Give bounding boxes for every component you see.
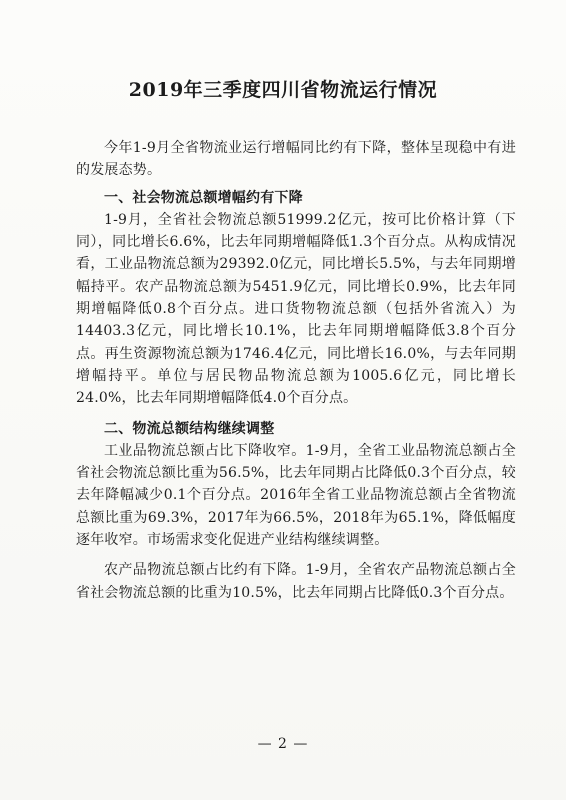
section-2-paragraph-2: 农产品物流总额占比约有下降。1-9月，全省农产品物流总额占全省社会物流总额的比重为10.5%，比去年同期占比降低0.3个百分点。	[76, 562, 516, 601]
intro-paragraph: 今年1-9月全省物流业运行增幅同比约有下降，整体呈现稳中有进的发展态势。	[76, 140, 516, 179]
page-number: — 2 —	[257, 736, 309, 752]
section-1-paragraph: 1-9月，全省社会物流总额51999.2亿元，按可比价格计算（下同），同比增长6.6%，比去年同期增幅降低1.3个百分点。从构成情况看，工业品物流总额为29392.0亿元，同比增长5.5%，与去年同期增幅持平。农产品物流总额为5451.9亿元，同比增长0.9%，比去年同期增幅降低0.8个百分点。进口货物物流总额（包括外省流入）为14403.3亿元，同比增长10.1%，比去年同期增幅降低3.8个百分点。再生资源物流总额为1746.4亿元，同比增长16.0%，与去年同期增幅持平。单位与居民物品物流总额为1005.6亿元，同比增长24.0%，比去年同期增幅降低4.0个百分点。	[76, 211, 516, 407]
section-1-heading: 一、社会物流总额增幅约有下降	[104, 189, 303, 206]
section-2-paragraph-1: 工业品物流总额占比下降收窄。1-9月，全省工业品物流总额占全省社会物流总额比重为56.5%，比去年同期占比降低0.3个百分点，较去年降幅减少0.1个百分点。2016年全省工业品物流总额占全省物流总额比重为69.3%，2017年为66.5%，2018年为65.1%，降低幅度逐年收窄。市场需求变化促进产业结构继续调整。	[76, 442, 516, 549]
section-2-heading: 二、物流总额结构继续调整	[104, 420, 275, 437]
document-title: 2019年三季度四川省物流运行情况	[128, 79, 438, 101]
document-body	[76, 137, 516, 604]
